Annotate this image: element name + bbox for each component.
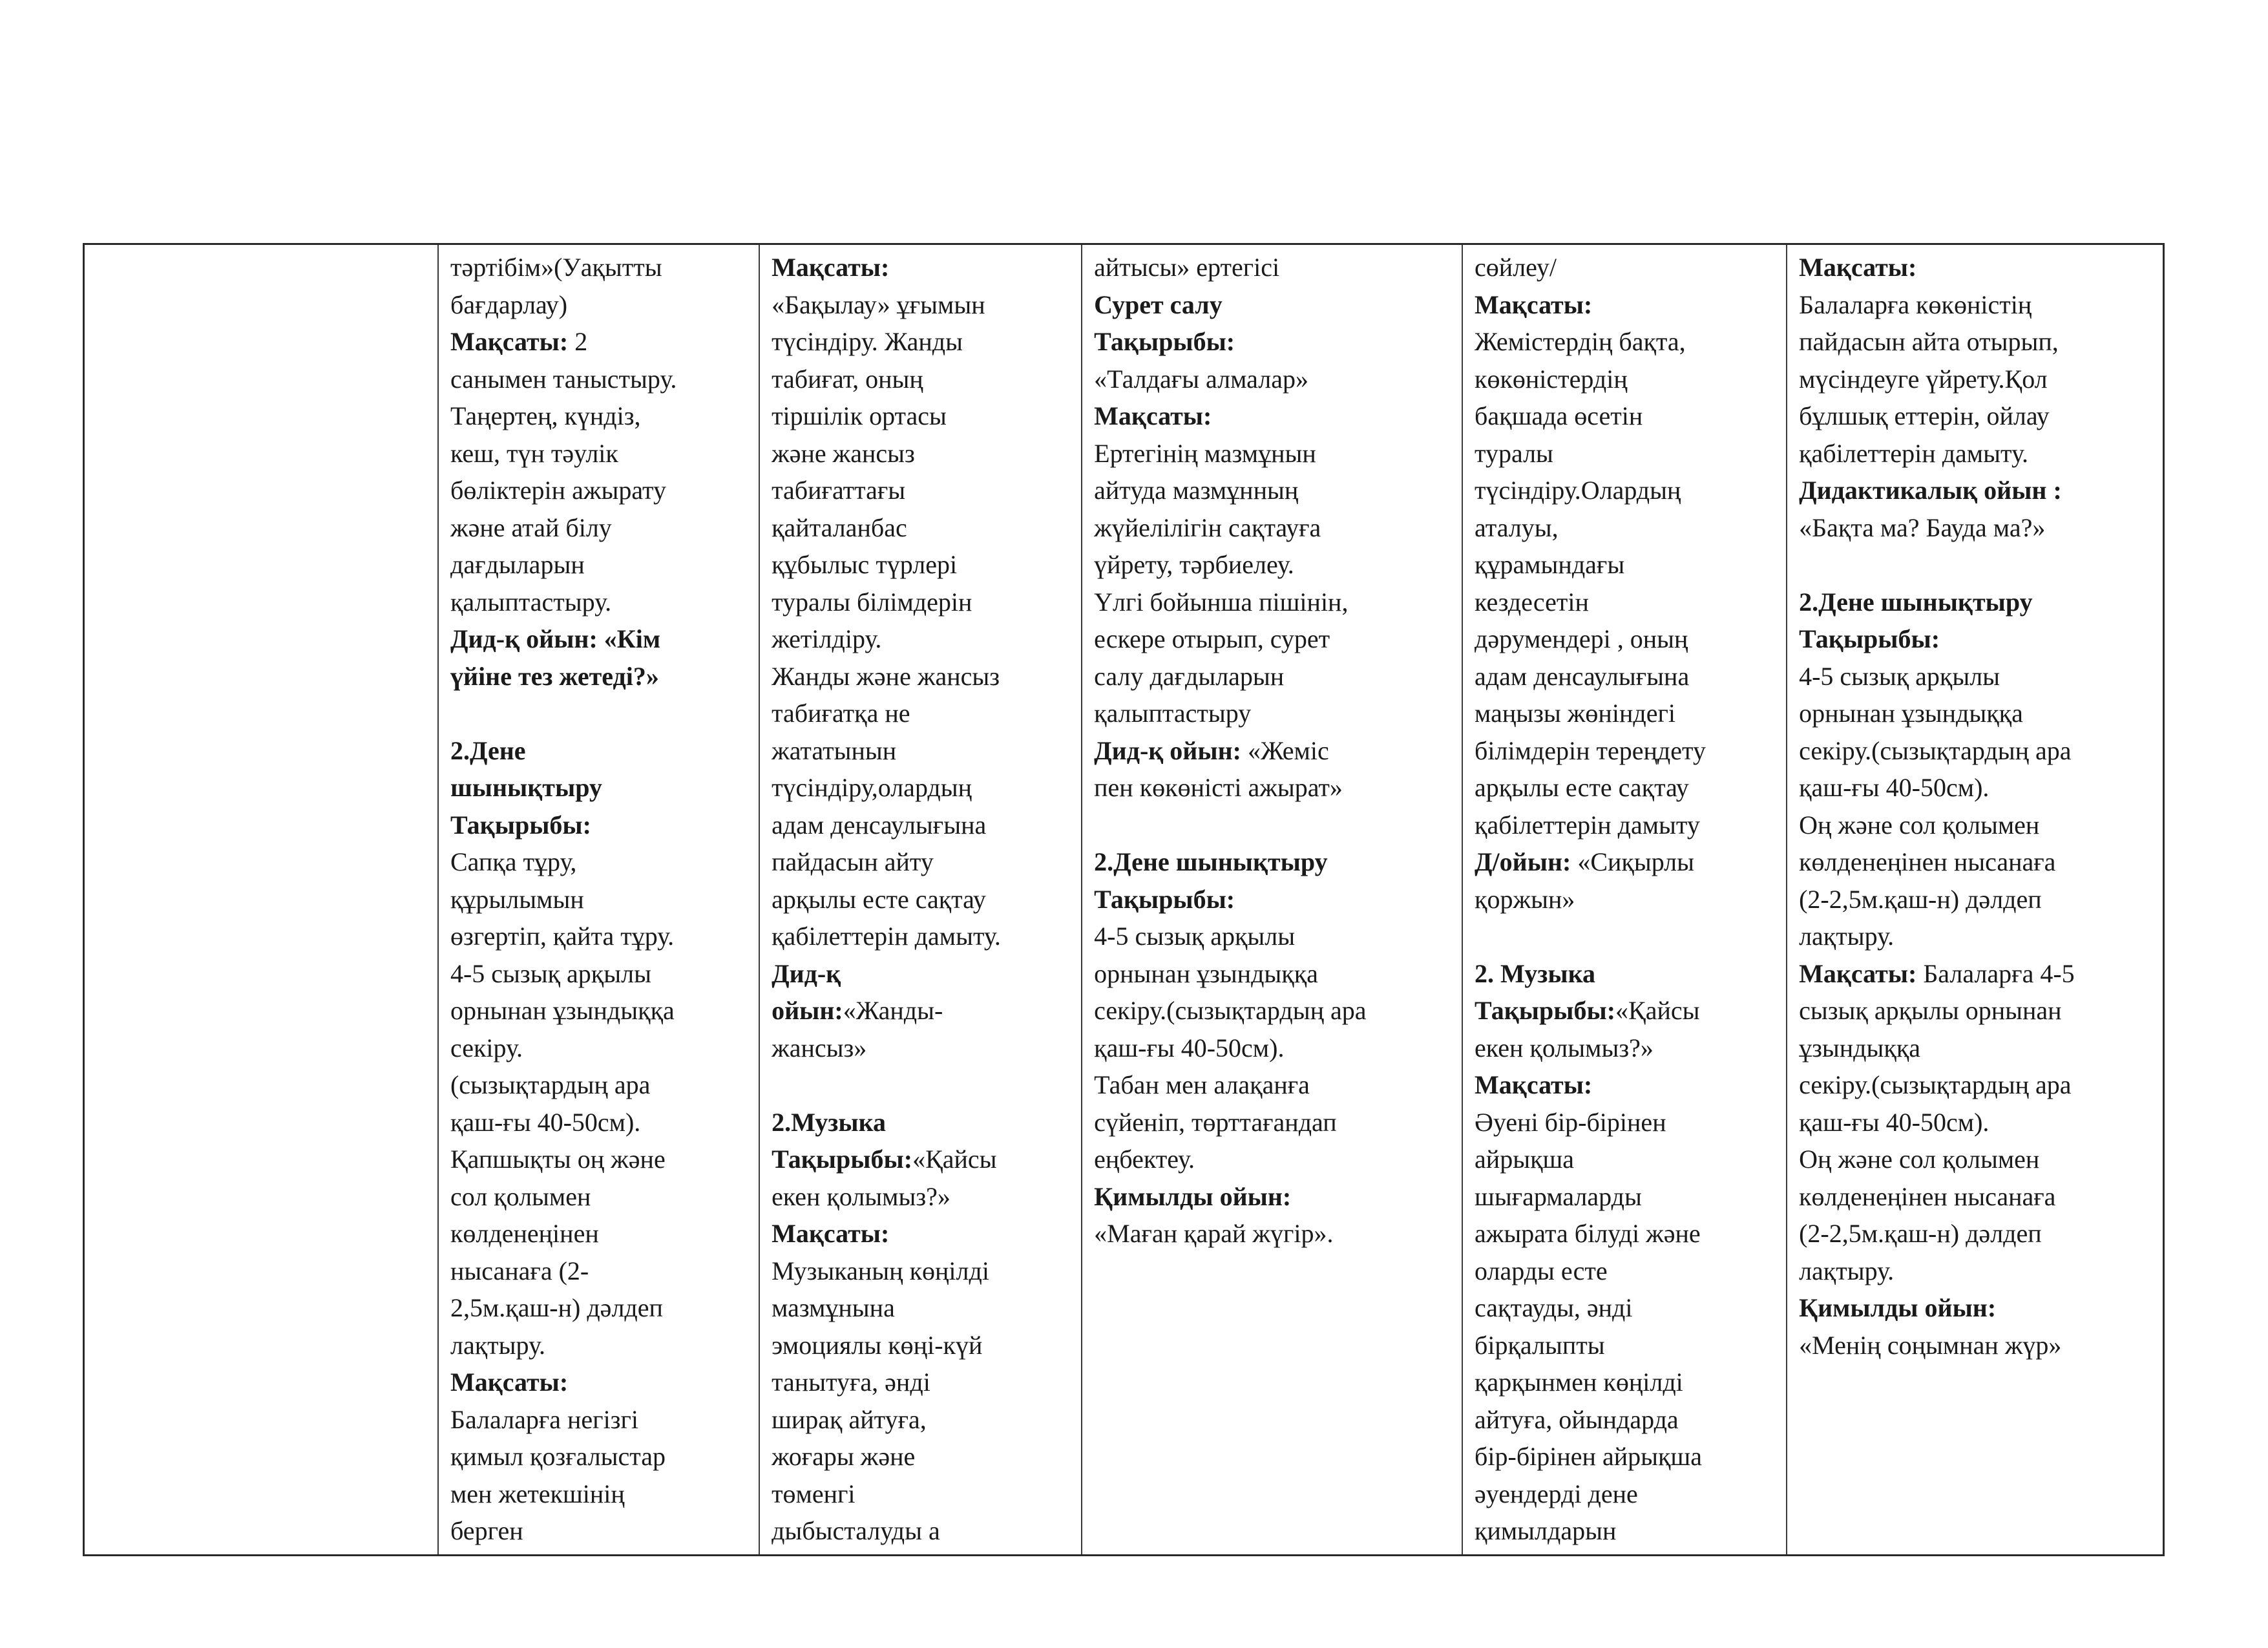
cell-line: бөліктерін ажырату <box>450 476 667 505</box>
line-text: 2 <box>568 327 588 356</box>
column-4 <box>1463 245 1787 1554</box>
cell-line: бірқалыпты <box>1475 1330 1605 1360</box>
cell-line: және атай білу <box>450 512 612 542</box>
cell-line: көкөністердің <box>1475 364 1628 394</box>
cell-line: әуендерді дене <box>1475 1479 1638 1508</box>
cell-line: орнынан ұзындыққа <box>1094 958 1318 988</box>
cell-line: секіру.(сызықтардың ара <box>1799 735 2072 765</box>
cell-line: секіру. <box>450 1033 523 1062</box>
cell-line <box>1094 807 1454 844</box>
cell-line: 2,5м.қаш-н) дәлдеп <box>450 1293 663 1322</box>
cell-line: «Бақылау» ұғымын <box>772 290 985 319</box>
line-text: «Қайсы <box>1615 996 1700 1025</box>
cell-line: берген <box>450 1516 523 1545</box>
cell-line: айрықша <box>1475 1145 1575 1174</box>
cell-line: бір-бірінен айрықша <box>1475 1442 1702 1471</box>
cell-line <box>450 323 751 361</box>
cell-line: Таңертең, күндіз, <box>450 401 641 430</box>
cell-line: өзгертіп, қайта тұру. <box>450 922 675 951</box>
cell-line: Жанды және жансыз <box>772 661 1000 691</box>
cell-line: салу дағдыларын <box>1094 661 1285 691</box>
cell-line: айтуда мазмұнның <box>1094 476 1299 505</box>
cell-line <box>1475 843 1778 881</box>
cell-line: маңызы жөніндегі <box>1475 699 1675 728</box>
cell-line: үйрету, тәрбиелеу. <box>1094 550 1294 579</box>
bold-label: Мақсаты: <box>450 327 569 356</box>
cell-line: еңбектеу. <box>1094 1145 1195 1174</box>
cell-line: көлденеңінен нысанаға <box>1799 847 2056 876</box>
line-text: «Қайсы <box>912 1145 997 1174</box>
cell-line: қаш-ғы 40-50см). <box>1799 1107 1990 1137</box>
cell-line: Қимылды ойын: <box>1799 1293 1997 1322</box>
cell-line: Мақсаты: <box>450 1368 569 1397</box>
cell-line: шығармаларды <box>1475 1181 1642 1211</box>
cell-line: мазмұнына <box>772 1293 895 1322</box>
cell-line: қабілеттерін дамыту <box>1475 810 1700 840</box>
cell-line <box>1799 955 2155 993</box>
cell-line: айтысы» ертегісі <box>1094 253 1280 282</box>
cell-line: Мақсаты: <box>1799 253 1917 282</box>
cell-line: төменгі <box>772 1479 856 1508</box>
cell-line: сол қолымен <box>450 1181 591 1211</box>
cell-line: 2.Дене шынықтыру <box>1094 847 1328 876</box>
cell-line: пайдасын айта отырып, <box>1799 327 2059 356</box>
cell-line: қаш-ғы 40-50см). <box>1799 773 1990 802</box>
cell-line: сөйлеу/ <box>1475 253 1557 282</box>
cell-line: сызық арқылы орнынан <box>1799 996 2062 1025</box>
cell-line: оларды есте <box>1475 1256 1608 1285</box>
cell-line: секіру.(сызықтардың ара <box>1094 996 1367 1025</box>
cell-line: санымен таныстыру. <box>450 364 677 394</box>
cell-line: Тақырыбы: <box>450 810 591 840</box>
cell-line: аталуы, <box>1475 512 1559 542</box>
column-1 <box>439 245 760 1554</box>
cell-line: Музыканың көңілді <box>772 1256 989 1285</box>
cell-line: қалыптастыру. <box>450 587 612 617</box>
cell-line: қарқынмен көңілді <box>1475 1368 1683 1397</box>
cell-line: көлденеңінен <box>450 1219 599 1248</box>
cell-line: жансыз» <box>772 1033 867 1062</box>
cell-line: (2-2,5м.қаш-н) дәлдеп <box>1799 1219 2042 1248</box>
cell-line: лақтыру. <box>450 1330 545 1360</box>
cell-line: Үлгі бойынша пішінін, <box>1094 587 1349 617</box>
cell-line: секіру.(сызықтардың ара <box>1799 1070 2072 1099</box>
cell-line: туралы <box>1475 438 1553 468</box>
cell-line: түсіндіру. Жанды <box>772 327 963 356</box>
bold-label: Д/ойын: <box>1475 847 1571 876</box>
cell-line: Дид-қ ойын: «Кім <box>450 624 661 653</box>
schedule-table <box>83 243 2165 1556</box>
cell-line: тіршілік ортасы <box>772 401 947 430</box>
cell-line: сақтауды, әнді <box>1475 1293 1633 1322</box>
cell-line: айтуға, ойындарда <box>1475 1404 1679 1434</box>
line-text: «Сиқырлы <box>1571 847 1695 876</box>
cell-line: (сызықтардың ара <box>450 1070 651 1099</box>
cell-line: қаш-ғы 40-50см). <box>450 1107 641 1137</box>
cell-line: Мақсаты: <box>772 1219 890 1248</box>
cell-line: қаш-ғы 40-50см). <box>1094 1033 1285 1062</box>
cell-line: 2. Музыка <box>1475 958 1596 988</box>
cell-line <box>450 695 751 732</box>
cell-line: бақшада өсетін <box>1475 401 1643 430</box>
cell-line <box>772 1066 1073 1104</box>
cell-line: дәрумендері , оның <box>1475 624 1688 653</box>
cell-line: түсіндіру,олардың <box>772 773 972 802</box>
cell-line: Қимылды ойын: <box>1094 1181 1292 1211</box>
cell-line: жататынын <box>772 735 897 765</box>
column-3 <box>1082 245 1463 1554</box>
cell-line: түсіндіру.Олардың <box>1475 476 1681 505</box>
cell-line <box>1475 918 1778 955</box>
cell-line: Дид-қ <box>772 958 841 988</box>
cell-line: табиғаттағы <box>772 476 906 505</box>
cell-line: «Бақта ма? Бауда ма?» <box>1799 512 2046 542</box>
cell-line: эмоциялы көңі-күй <box>772 1330 983 1360</box>
cell-line: туралы білімдерін <box>772 587 972 617</box>
cell-line: Мақсаты: <box>772 253 890 282</box>
cell-line: адам денсаулығына <box>772 810 987 840</box>
cell-line: Мақсаты: <box>1475 290 1593 319</box>
cell-line: көлденеңінен нысанаға <box>1799 1181 2056 1211</box>
cell-line: ширақ айтуға, <box>772 1404 927 1434</box>
cell-line: мүсіндеуге үйрету.Қол <box>1799 364 2048 394</box>
cell-line: екен қолымыз?» <box>1475 1033 1654 1062</box>
line-text: Балаларға 4-5 <box>1916 958 2075 988</box>
cell-line: ұзындыққа <box>1799 1033 1921 1062</box>
cell-line: қимылдарын <box>1475 1516 1617 1545</box>
cell-line: «Менің соңымнан жүр» <box>1799 1330 2062 1360</box>
column-5 <box>1787 245 2163 1554</box>
cell-line: құрылымын <box>450 884 584 914</box>
cell-line <box>1475 992 1778 1030</box>
bold-label: Тақырыбы: <box>1475 996 1616 1025</box>
cell-line: Тақырыбы: <box>1799 624 1940 653</box>
cell-line: құрамындағы <box>1475 550 1625 579</box>
line-text: «Жеміс <box>1241 735 1329 765</box>
cell-line: жетілдіру. <box>772 624 882 653</box>
cell-line: Оң және сол қолымен <box>1799 810 2040 840</box>
cell-line: Дидактикалық ойын : <box>1799 476 2062 505</box>
cell-line: үйіне тез жетеді?» <box>450 661 659 691</box>
cell-line: кеш, түн тәулік <box>450 438 618 468</box>
cell-line: білімдерін тереңдету <box>1475 735 1706 765</box>
cell-line: Мақсаты: <box>1094 401 1212 430</box>
cell-line: Ертегінің мазмұнын <box>1094 438 1316 468</box>
cell-line: Мақсаты: <box>1475 1070 1593 1099</box>
cell-line: сүйеніп, төрттағандап <box>1094 1107 1337 1137</box>
cell-line: екен қолымыз?» <box>772 1181 950 1211</box>
column-0 <box>85 245 439 1554</box>
cell-line: 4-5 сызық арқылы <box>450 958 651 988</box>
cell-line: лақтыру. <box>1799 1256 1895 1285</box>
cell-line: арқылы есте сақтау <box>772 884 986 914</box>
cell-line: ажырата білуді және <box>1475 1219 1701 1248</box>
cell-line: қайталанбас <box>772 512 907 542</box>
cell-line: 2.Дене шынықтыру <box>1799 587 2033 617</box>
cell-line: Табан мен алақанға <box>1094 1070 1310 1099</box>
cell-line: және жансыз <box>772 438 915 468</box>
cell-line: қимыл қозғалыстар <box>450 1442 666 1471</box>
bold-label: ойын: <box>772 996 843 1025</box>
cell-line <box>1094 732 1454 770</box>
cell-line: пайдасын айту <box>772 847 934 876</box>
bold-label: Тақырыбы: <box>772 1145 913 1174</box>
cell-line: қабілеттерін дамыту. <box>1799 438 2028 468</box>
column-2 <box>760 245 1082 1554</box>
cell-line: Балаларға негізгі <box>450 1404 638 1434</box>
cell-line <box>772 992 1073 1030</box>
cell-line: лақтыру. <box>1799 922 1895 951</box>
cell-line: жүйелілігін сақтауға <box>1094 512 1321 542</box>
cell-line: Оң және сол қолымен <box>1799 1145 2040 1174</box>
cell-line: арқылы есте сақтау <box>1475 773 1689 802</box>
cell-line: Әуені бір-бірінен <box>1475 1107 1666 1137</box>
cell-line: 2.Дене <box>450 735 526 765</box>
cell-line: Тақырыбы: <box>1094 327 1235 356</box>
cell-line: Балаларға көкөністің <box>1799 290 2032 319</box>
cell-line: табиғат, оның <box>772 364 923 394</box>
cell-line: нысанаға (2- <box>450 1256 589 1285</box>
cell-line: қоржын» <box>1475 884 1575 914</box>
cell-line: 2.Музыка <box>772 1107 887 1137</box>
cell-line: Жемістердің бақта, <box>1475 327 1686 356</box>
cell-line: (2-2,5м.қаш-н) дәлдеп <box>1799 884 2042 914</box>
cell-line: Сурет салу <box>1094 290 1223 319</box>
cell-line: Қапшықты оң және <box>450 1145 666 1174</box>
cell-line: бұлшық еттерін, ойлау <box>1799 401 2050 430</box>
cell-line: танытуға, әнді <box>772 1368 930 1397</box>
cell-line: дыбысталуды а <box>772 1516 940 1545</box>
cell-line: шынықтыру <box>450 773 602 802</box>
cell-line: пен көкөністі ажырат» <box>1094 773 1343 802</box>
bold-label: Дид-қ ойын: <box>1094 735 1241 765</box>
cell-line: құбылыс түрлері <box>772 550 958 579</box>
cell-line: мен жетекшінің <box>450 1479 625 1508</box>
cell-line: орнынан ұзындыққа <box>1799 699 2023 728</box>
cell-line: Сапқа тұру, <box>450 847 577 876</box>
cell-line: «Талдағы алмалар» <box>1094 364 1308 394</box>
cell-line: жоғары және <box>772 1442 916 1471</box>
cell-line <box>772 1141 1073 1178</box>
cell-line: орнынан ұзындыққа <box>450 996 675 1025</box>
cell-line: Тақырыбы: <box>1094 884 1235 914</box>
cell-line: табиғатқа не <box>772 699 910 728</box>
cell-line: қабілеттерін дамыту. <box>772 922 1001 951</box>
cell-line: ескере отырып, сурет <box>1094 624 1330 653</box>
cell-line: 4-5 сызық арқылы <box>1799 661 2000 691</box>
cell-line <box>1799 546 2155 584</box>
cell-line: «Маған қарай жүгір». <box>1094 1219 1334 1248</box>
cell-line: бағдарлау) <box>450 290 568 319</box>
bold-label: Мақсаты: <box>1799 958 1917 988</box>
cell-line: тәртібім»(Уақытты <box>450 253 662 282</box>
cell-line: адам денсаулығына <box>1475 661 1690 691</box>
cell-line: дағдыларын <box>450 550 585 579</box>
cell-line: кездесетін <box>1475 587 1589 617</box>
cell-line: қалыптастыру <box>1094 699 1252 728</box>
line-text: «Жанды- <box>843 996 943 1025</box>
cell-line: 4-5 сызық арқылы <box>1094 922 1296 951</box>
